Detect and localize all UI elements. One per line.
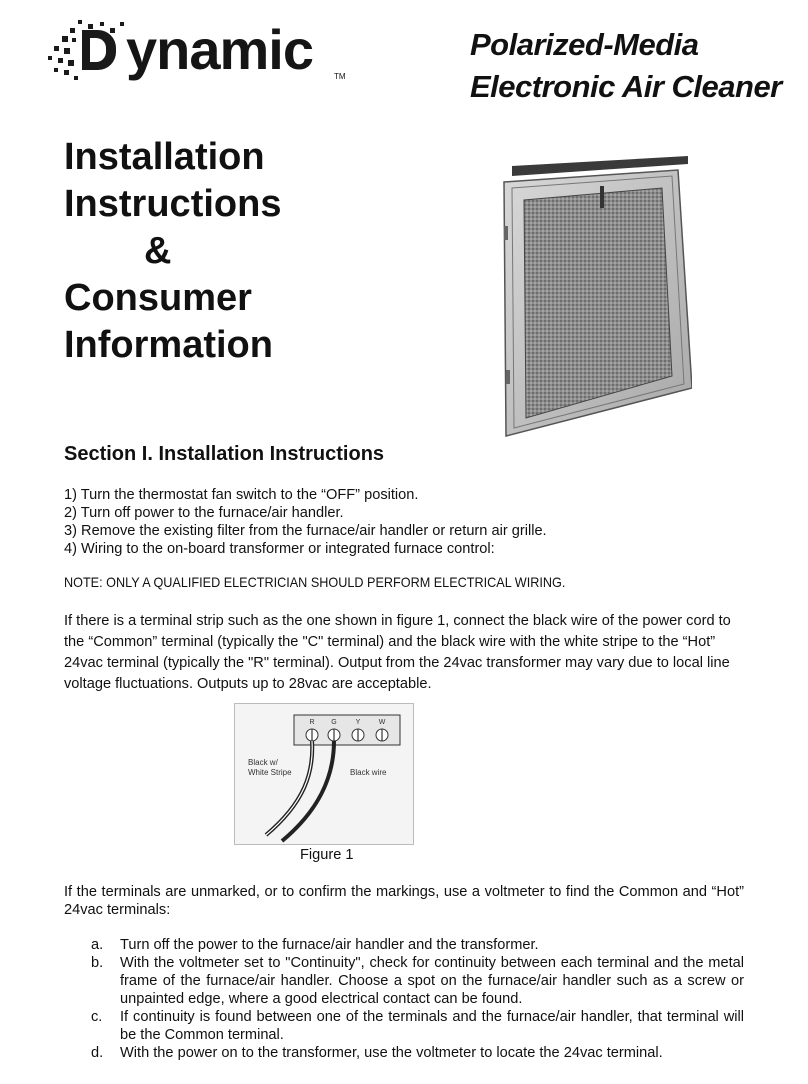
heading-line: Instructions	[64, 183, 282, 225]
step-item: 1) Turn the thermostat fan switch to the “OFF” position.	[64, 487, 419, 503]
list-text: With the power on to the transformer, use the voltmeter to locate the 24vac terminal.	[120, 1045, 663, 1061]
heading-line: &	[144, 230, 172, 272]
electrician-note: NOTE: ONLY A QUALIFIED ELECTRICIAN SHOULD PERFORM ELECTRICAL WIRING.	[64, 575, 566, 590]
product-title	[470, 24, 800, 108]
dynamic-logo	[48, 18, 358, 88]
list-item	[64, 954, 744, 1008]
list-letter: d.	[91, 1045, 104, 1061]
list-text: If continuity is found between one of the terminals and the furnace/air handler, that terminal will be the Common terminal.	[120, 1009, 744, 1043]
air-cleaner-product-image	[496, 156, 692, 438]
list-text: Turn off the power to the furnace/air handler and the transformer.	[120, 937, 539, 953]
section-heading: Section I. Installation Instructions	[64, 443, 385, 465]
step-item: 3) Remove the existing filter from the furnace/air handler or return air grille.	[64, 523, 547, 539]
product-title-line2: Electronic Air Cleaner	[470, 69, 782, 104]
list-text: With the voltmeter set to "Continuity", check for continuity between each terminal and the metal frame of the furnace/air handler. Choose a spot on the furnace/air handler such as a screw or unpainted edge, where a good electrical contact can be found.	[120, 955, 744, 1007]
installation-steps	[64, 486, 764, 558]
list-letter: b.	[91, 955, 104, 971]
voltmeter-steps	[64, 936, 744, 1062]
list-item	[64, 936, 744, 954]
list-item	[64, 1044, 744, 1062]
trademark: TM	[334, 72, 346, 81]
list-item	[64, 1008, 744, 1044]
step-item: 4) Wiring to the on-board transformer or integrated furnace control:	[64, 541, 495, 557]
heading-line: Information	[64, 324, 273, 366]
figure-caption: Figure 1	[300, 847, 354, 863]
label-striped-line2: White Stripe	[248, 768, 292, 777]
list-letter: c.	[91, 1009, 103, 1025]
label-striped-line1: Black w/	[248, 758, 278, 767]
terminal-strip-figure	[234, 703, 414, 845]
label-black-wire: Black wire	[350, 768, 387, 777]
list-letter: a.	[91, 937, 104, 953]
terminal-label-y: Y	[355, 719, 361, 726]
terminal-label-r: R	[309, 719, 315, 726]
terminal-label-w: W	[378, 719, 386, 726]
step-item: 2) Turn off power to the furnace/air handler.	[64, 505, 344, 521]
wiring-paragraph: If there is a terminal strip such as the one shown in figure 1, connect the black wire of the power cord to the “Common” terminal (typically the "C" terminal) and the black wire with the white stripe to the “Hot” 24vac terminal (typically the "R" terminal). Output from the 24vac transformer may vary due to local line voltage fluctuations. Outputs up to 28vac are acceptable.	[64, 613, 731, 692]
heading-line: Installation	[64, 136, 265, 178]
terminal-label-g: G	[331, 719, 337, 726]
voltmeter-paragraph: If the terminals are unmarked, or to confirm the markings, use a voltmeter to find the Common and “Hot” 24vac terminals:	[64, 884, 744, 918]
heading-line: Consumer	[64, 277, 252, 319]
main-heading	[64, 134, 394, 369]
product-title-line1: Polarized-Media	[470, 27, 699, 62]
brand-name: ynamic	[126, 18, 313, 81]
